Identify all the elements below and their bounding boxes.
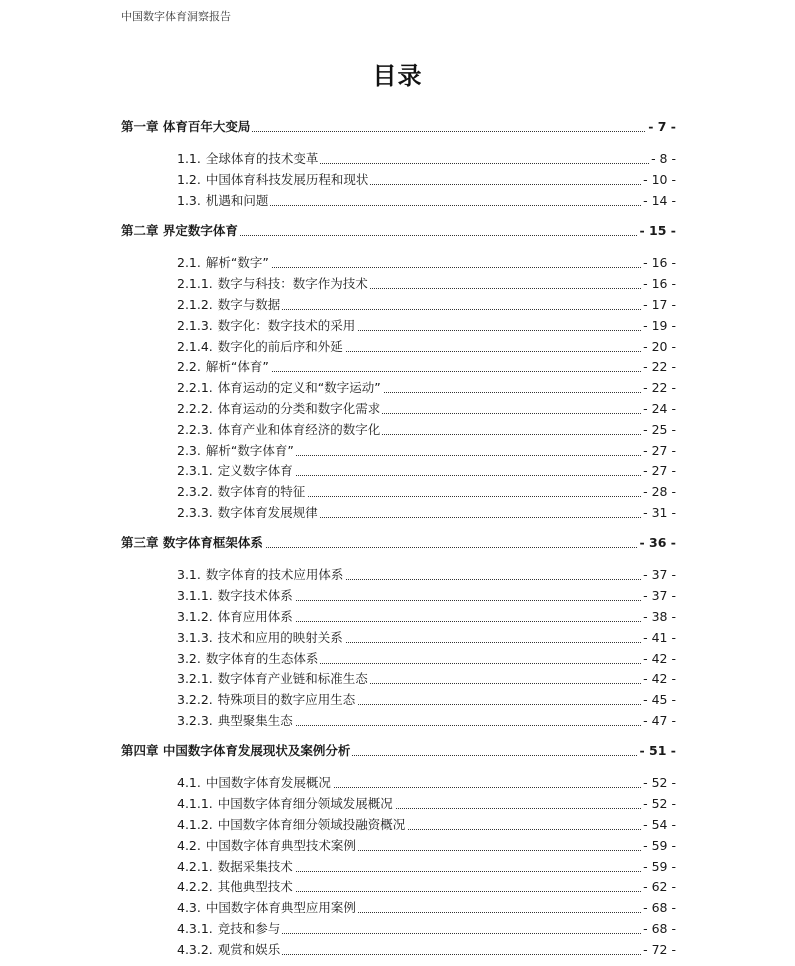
- toc-page-number: - 68 -: [643, 900, 676, 915]
- toc-subsection[interactable]: [0, 899, 795, 917]
- toc-entry-text: [177, 816, 407, 834]
- toc-entry-text: [177, 275, 370, 293]
- toc-entry-text: [177, 338, 345, 356]
- toc-entry-label: 数字化的前后序和外延: [217, 339, 343, 354]
- toc-subsection[interactable]: [0, 483, 795, 501]
- toc-entry-label: 定义数字体育: [217, 463, 293, 478]
- toc-subsection[interactable]: [0, 712, 795, 730]
- toc-subsection[interactable]: [0, 421, 795, 439]
- toc-entry-label: 数字化：数字技术的采用: [217, 318, 356, 333]
- toc-page-number: - 37 -: [643, 588, 676, 603]
- toc-entry-text: [177, 941, 282, 959]
- toc-entry-text: [177, 379, 383, 397]
- toc-subsection[interactable]: [0, 878, 795, 896]
- toc-entry-text: [177, 795, 395, 813]
- toc-entry-number: 3.1.2.: [177, 609, 213, 624]
- toc-page-number: - 62 -: [643, 879, 676, 894]
- toc-chapter[interactable]: [0, 118, 795, 136]
- toc-entry-label: 特殊项目的数字应用生态: [217, 692, 356, 707]
- toc-page-number: - 16 -: [643, 276, 676, 291]
- toc-subsection[interactable]: [0, 587, 795, 605]
- toc-entry-label: 中国数字体育细分领域投融资概况: [217, 817, 406, 832]
- toc-subsection[interactable]: [0, 920, 795, 938]
- toc-entry-label: 数字体育的技术应用体系: [205, 567, 344, 582]
- toc-entry-text: [177, 774, 333, 792]
- toc-entry-label: 中国数字体育典型技术案例: [205, 838, 356, 853]
- toc-page-number: - 28 -: [643, 484, 676, 499]
- toc-entry-number: 4.2.2.: [177, 879, 213, 894]
- toc-entry-number: 3.1.1.: [177, 588, 213, 603]
- toc-entry-number: 2.1.3.: [177, 318, 213, 333]
- toc-subsection[interactable]: [0, 629, 795, 647]
- running-header: 中国数字体育洞察报告: [121, 10, 231, 23]
- toc-entry-number: 2.2.3.: [177, 422, 213, 437]
- toc-subsection[interactable]: [0, 795, 795, 813]
- toc-entry-number: 3.2.1.: [177, 671, 213, 686]
- toc-entry-label: 数字与科技：数字作为技术: [217, 276, 368, 291]
- toc-entry-text: [177, 192, 270, 210]
- toc-page-number: - 52 -: [643, 796, 676, 811]
- toc-entry-label: 第三章 数字体育框架体系: [121, 535, 263, 550]
- toc-subsection[interactable]: [0, 858, 795, 876]
- toc-page-number: - 45 -: [643, 692, 676, 707]
- toc-entry-label: 中国数字体育细分领域发展概况: [217, 796, 393, 811]
- toc-entry-number: 2.1.4.: [177, 339, 213, 354]
- toc-entry-text: [177, 670, 370, 688]
- toc-page-number: - 27 -: [643, 463, 676, 478]
- toc-page-number: - 24 -: [643, 401, 676, 416]
- toc-page-number: - 42 -: [643, 671, 676, 686]
- toc-subsection[interactable]: [0, 650, 795, 668]
- toc-entry-text: [177, 150, 320, 168]
- toc-subsection[interactable]: [0, 400, 795, 418]
- toc-page-number: - 31 -: [643, 505, 676, 520]
- toc-entry-text: [177, 608, 295, 626]
- toc-page-number: - 16 -: [643, 255, 676, 270]
- toc-subsection[interactable]: [0, 150, 795, 168]
- toc-entry-number: 2.2.2.: [177, 401, 213, 416]
- toc-entry-number: 4.2.: [177, 838, 201, 853]
- toc-page-number: - 22 -: [643, 380, 676, 395]
- toc-entry-text: [177, 566, 345, 584]
- toc-subsection[interactable]: [0, 670, 795, 688]
- toc-entry-label: 中国数字体育典型应用案例: [205, 900, 356, 915]
- toc-entry-number: 2.1.: [177, 255, 201, 270]
- toc-entry-text: [121, 118, 252, 136]
- toc-entry-number: 2.3.: [177, 443, 201, 458]
- toc-subsection[interactable]: [0, 254, 795, 272]
- toc-entry-text: [177, 587, 295, 605]
- toc-subsection[interactable]: [0, 566, 795, 584]
- toc-page-number: - 25 -: [643, 422, 676, 437]
- toc-entry-text: [177, 691, 357, 709]
- toc-entry-label: 其他典型技术: [217, 879, 293, 894]
- toc-page-number: - 42 -: [643, 651, 676, 666]
- toc-subsection[interactable]: [0, 296, 795, 314]
- toc-entry-text: [177, 462, 295, 480]
- toc-entry-text: [177, 254, 271, 272]
- toc-entry-label: 解析“数字体育”: [205, 443, 294, 458]
- toc-entry-number: 2.3.2.: [177, 484, 213, 499]
- toc-entry-label: 第四章 中国数字体育发展现状及案例分析: [121, 743, 351, 758]
- toc-entry-label: 体育应用体系: [217, 609, 293, 624]
- toc-entry-label: 第二章 界定数字体育: [121, 223, 238, 238]
- toc-entry-text: [177, 899, 358, 917]
- toc-entry-text: [177, 837, 358, 855]
- toc-entry-text: [177, 400, 382, 418]
- toc-page-number: - 7 -: [648, 119, 676, 134]
- toc-entry-number: 3.1.3.: [177, 630, 213, 645]
- toc-entry-text: [177, 317, 357, 335]
- toc-entry-text: [177, 858, 295, 876]
- toc-entry-number: 1.2.: [177, 172, 201, 187]
- toc-entry-number: 2.2.1.: [177, 380, 213, 395]
- toc-subsection[interactable]: [0, 379, 795, 397]
- toc-entry-label: 技术和应用的映射关系: [217, 630, 343, 645]
- toc-page-number: - 17 -: [643, 297, 676, 312]
- toc-page-number: - 51 -: [639, 743, 676, 758]
- toc-subsection[interactable]: [0, 275, 795, 293]
- toc-page-number: - 20 -: [643, 339, 676, 354]
- toc-entry-label: 观赏和娱乐: [217, 942, 281, 957]
- toc-page-number: - 47 -: [643, 713, 676, 728]
- toc-entry-text: [177, 442, 296, 460]
- toc-entry-number: 4.1.: [177, 775, 201, 790]
- toc-entry-number: 4.3.1.: [177, 921, 213, 936]
- toc-entry-label: 第一章 体育百年大变局: [121, 119, 251, 134]
- toc-entry-label: 数据采集技术: [217, 859, 293, 874]
- toc-entry-label: 数字技术体系: [217, 588, 293, 603]
- toc-subsection[interactable]: [0, 608, 795, 626]
- toc-entry-number: 2.1.1.: [177, 276, 213, 291]
- toc-entry-text: [177, 650, 320, 668]
- toc-page-number: - 8 -: [651, 151, 676, 166]
- toc-page-number: - 10 -: [643, 172, 676, 187]
- toc-subsection[interactable]: [0, 317, 795, 335]
- toc-entry-text: [177, 504, 320, 522]
- toc-page-number: - 41 -: [643, 630, 676, 645]
- toc-page-number: - 27 -: [643, 443, 676, 458]
- toc-entry-number: 1.1.: [177, 151, 201, 166]
- toc-entry-text: [121, 742, 352, 760]
- toc-entry-number: 4.1.2.: [177, 817, 213, 832]
- toc-entry-number: 1.3.: [177, 193, 201, 208]
- toc-subsection[interactable]: [0, 837, 795, 855]
- toc-entry-number: 4.3.: [177, 900, 201, 915]
- toc-chapter[interactable]: [0, 222, 795, 240]
- toc-entry-number: 2.3.3.: [177, 505, 213, 520]
- toc-entry-text: [177, 878, 295, 896]
- toc-entry-text: [177, 920, 282, 938]
- toc-entry-text: [177, 712, 295, 730]
- toc-subsection[interactable]: [0, 171, 795, 189]
- toc-entry-label: 机遇和问题: [205, 193, 269, 208]
- toc-entry-text: [121, 534, 265, 552]
- toc-entry-label: 体育产业和体育经济的数字化: [217, 422, 381, 437]
- toc-entry-label: 中国体育科技发展历程和现状: [205, 172, 369, 187]
- toc-page-number: - 14 -: [643, 193, 676, 208]
- toc-subsection[interactable]: [0, 691, 795, 709]
- toc-entry-text: [177, 358, 271, 376]
- toc-entry-label: 体育运动的定义和“数字运动”: [217, 380, 381, 395]
- toc-chapter[interactable]: [0, 534, 795, 552]
- toc-entry-label: 数字与数据: [217, 297, 281, 312]
- toc-page-number: - 68 -: [643, 921, 676, 936]
- toc-entry-label: 中国数字体育发展概况: [205, 775, 331, 790]
- toc-entry-number: 2.2.: [177, 359, 201, 374]
- toc-entry-label: 全球体育的技术变革: [205, 151, 319, 166]
- toc-page-number: - 38 -: [643, 609, 676, 624]
- toc-page-number: - 59 -: [643, 838, 676, 853]
- toc-entry-text: [177, 483, 307, 501]
- toc-entry-text: [177, 296, 282, 314]
- toc-entry-text: [177, 171, 370, 189]
- toc-subsection[interactable]: [0, 338, 795, 356]
- toc-page-number: - 59 -: [643, 859, 676, 874]
- toc-entry-label: 解析“数字”: [205, 255, 269, 270]
- toc-entry-number: 4.2.1.: [177, 859, 213, 874]
- toc-page-number: - 54 -: [643, 817, 676, 832]
- toc-entry-number: 2.1.2.: [177, 297, 213, 312]
- toc-entry-label: 数字体育产业链和标准生态: [217, 671, 368, 686]
- toc-entry-number: 3.2.: [177, 651, 201, 666]
- toc-entry-text: [121, 222, 240, 240]
- toc-subsection[interactable]: [0, 192, 795, 210]
- toc-entry-number: 2.3.1.: [177, 463, 213, 478]
- toc-entry-label: 竞技和参与: [217, 921, 281, 936]
- toc-entry-label: 数字体育发展规律: [217, 505, 318, 520]
- toc-entry-label: 典型聚集生态: [217, 713, 293, 728]
- toc-subsection[interactable]: [0, 774, 795, 792]
- toc-entry-text: [177, 629, 345, 647]
- toc-entry-text: [177, 421, 382, 439]
- toc-entry-number: 4.1.1.: [177, 796, 213, 811]
- toc-entry-number: 3.2.2.: [177, 692, 213, 707]
- toc-entry-label: 解析“体育”: [205, 359, 269, 374]
- toc-page-number: - 72 -: [643, 942, 676, 957]
- toc-entry-number: 3.2.3.: [177, 713, 213, 728]
- toc-subsection[interactable]: [0, 816, 795, 834]
- toc-page-number: - 15 -: [639, 223, 676, 238]
- toc-page-number: - 22 -: [643, 359, 676, 374]
- toc-subsection[interactable]: [0, 358, 795, 376]
- toc-page-number: - 36 -: [639, 535, 676, 550]
- toc-chapter[interactable]: [0, 742, 795, 760]
- toc-subsection[interactable]: [0, 941, 795, 959]
- toc-page-number: - 19 -: [643, 318, 676, 333]
- toc-entry-label: 数字体育的特征: [217, 484, 306, 499]
- toc-title: 目录: [372, 62, 423, 90]
- toc-entry-number: 4.3.2.: [177, 942, 213, 957]
- toc-subsection[interactable]: [0, 442, 795, 460]
- toc-page-number: - 37 -: [643, 567, 676, 582]
- toc-entry-label: 体育运动的分类和数字化需求: [217, 401, 381, 416]
- toc-subsection[interactable]: [0, 462, 795, 480]
- toc-page-number: - 52 -: [643, 775, 676, 790]
- toc-subsection[interactable]: [0, 504, 795, 522]
- toc-entry-number: 3.1.: [177, 567, 201, 582]
- toc-entry-label: 数字体育的生态体系: [205, 651, 319, 666]
